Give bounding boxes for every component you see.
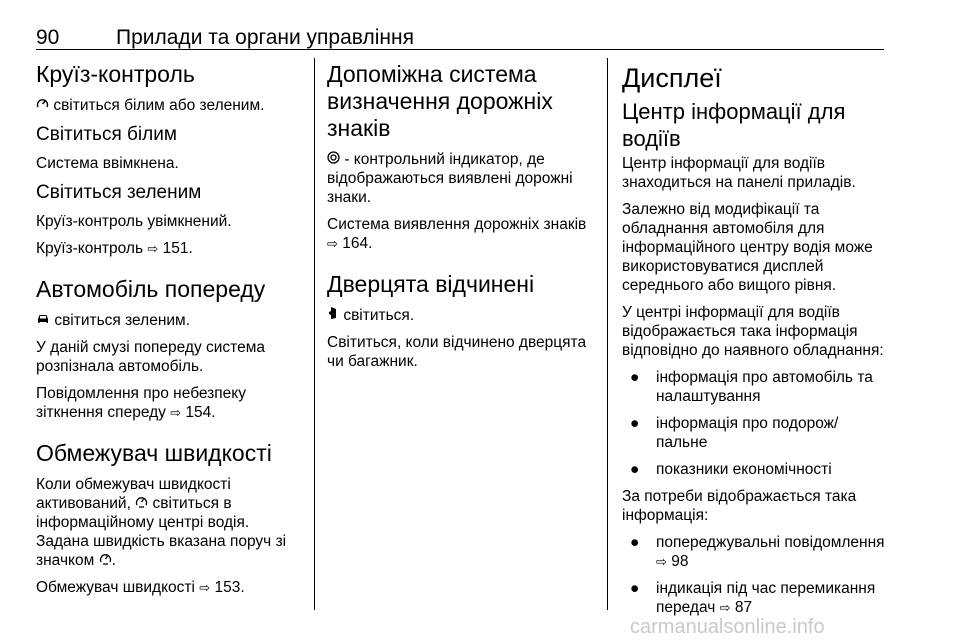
- list-item: ● показники економічності: [630, 461, 832, 478]
- section-heading-traffic-sign: Допоміжна система визначення дорожніх знаків: [327, 61, 553, 141]
- column-middle: [327, 58, 597, 379]
- speed-limiter-icon: [99, 551, 112, 570]
- section-heading-speed-limiter: Обмежувач швидкості: [36, 440, 272, 466]
- list-item: ● попереджувальні повідомлення ⇨ 98: [630, 534, 885, 570]
- green-text: Круїз-контроль увімкнений.: [36, 213, 232, 230]
- paragraph: У центрі інформації для водіїв відображається така інформація відповідно до наявного обладнання:: [622, 304, 884, 359]
- page-number: 90: [36, 26, 60, 49]
- page-ref-icon: ⇨: [199, 580, 211, 595]
- door-open-text: Світиться, коли відчинено дверцята чи багажник.: [327, 334, 587, 370]
- sub-heading-white: Світиться білим: [36, 124, 177, 145]
- watermark: carmanualsonline.info: [630, 616, 825, 638]
- section-heading-vehicle-ahead: Автомобіль попереду: [36, 276, 266, 302]
- list-item: ● індикація під час перемикання передач ⇨ 87: [630, 580, 876, 616]
- page-link[interactable]: 154.: [185, 404, 216, 421]
- page-link[interactable]: 98: [671, 553, 689, 570]
- page-link[interactable]: 87: [734, 599, 753, 616]
- door-open-icon: [327, 306, 339, 325]
- column-left: [36, 58, 304, 605]
- page-link[interactable]: 153.: [214, 579, 245, 596]
- traffic-sign-icon: [327, 150, 340, 169]
- sub-heading-driver-info-centre: Центр інформації для водіїв: [622, 99, 846, 151]
- sub-heading-green: Світиться зеленим: [36, 182, 202, 203]
- info-list: [622, 368, 892, 479]
- section-heading-displays: Дисплеї: [622, 63, 722, 93]
- header-divider: [36, 49, 884, 50]
- column-right: [622, 58, 892, 625]
- vehicle-ahead-icon: [36, 311, 50, 330]
- section-heading-cruise: Круїз-контроль: [36, 61, 195, 87]
- paragraph: За потреби відображається така інформація:: [622, 488, 857, 524]
- page-link[interactable]: 164.: [342, 235, 373, 252]
- vehicle-ahead-text: У даній смузі попереду система розпізнала автомобіль.: [36, 339, 265, 375]
- vehicle-ahead-intro: світиться зеленим.: [36, 311, 304, 330]
- page-title: Прилади та органи управління: [116, 26, 414, 49]
- page-link[interactable]: 151.: [162, 240, 193, 257]
- page-ref-icon: ⇨: [656, 554, 667, 569]
- speed-limiter-reference: Обмежувач швидкості ⇨ 153.: [36, 579, 245, 596]
- page-ref-icon: ⇨: [327, 236, 338, 251]
- bullet-icon: ●: [630, 534, 640, 551]
- page-ref-icon: ⇨: [719, 600, 731, 615]
- column-divider: [607, 58, 608, 610]
- list-item: ● інформація про автомобіль та налаштування: [630, 369, 873, 405]
- cruise-reference: Круїз-контроль ⇨ 151.: [36, 240, 193, 257]
- column-divider: [314, 58, 315, 610]
- bullet-icon: ●: [630, 369, 640, 386]
- traffic-sign-text: - контрольний індикатор, де відображаються виявлені дорожні знаки.: [327, 151, 573, 206]
- traffic-sign-reference: Система виявлення дорожніх знаків ⇨ 164.: [327, 216, 587, 252]
- cruise-control-icon: [36, 96, 49, 115]
- paragraph: Центр інформації для водіїв знаходиться на панелі приладів.: [622, 155, 856, 191]
- page-ref-icon: ⇨: [170, 405, 182, 420]
- door-open-intro: світиться.: [327, 306, 597, 325]
- cruise-intro: світиться білим або зеленим.: [36, 96, 304, 115]
- paragraph: Залежно від модифікації та обладнання автомобіля для інформаційного центру водія може використовуватися дисплей середнього або вищого рівня.: [622, 201, 873, 294]
- list-item: ● інформація про подорож/ пальне: [630, 415, 839, 451]
- page-ref-icon: ⇨: [147, 241, 159, 256]
- speed-limiter-icon: [135, 494, 148, 513]
- collision-reference: Повідомлення про небезпеку зіткнення спереду ⇨ 154.: [36, 385, 246, 421]
- bullet-icon: ●: [630, 415, 640, 432]
- info-list: [622, 533, 892, 617]
- bullet-icon: ●: [630, 461, 640, 478]
- section-heading-door-open: Дверцята відчинені: [327, 271, 535, 297]
- speed-limiter-text: Коли обмежувач швидкості активований, світиться в інформаційному центрі водія. Задана швидкість вказана поруч зі значком .: [36, 476, 287, 569]
- white-text: Система ввімкнена.: [36, 155, 179, 172]
- bullet-icon: ●: [630, 580, 640, 597]
- page-header: [36, 24, 884, 52]
